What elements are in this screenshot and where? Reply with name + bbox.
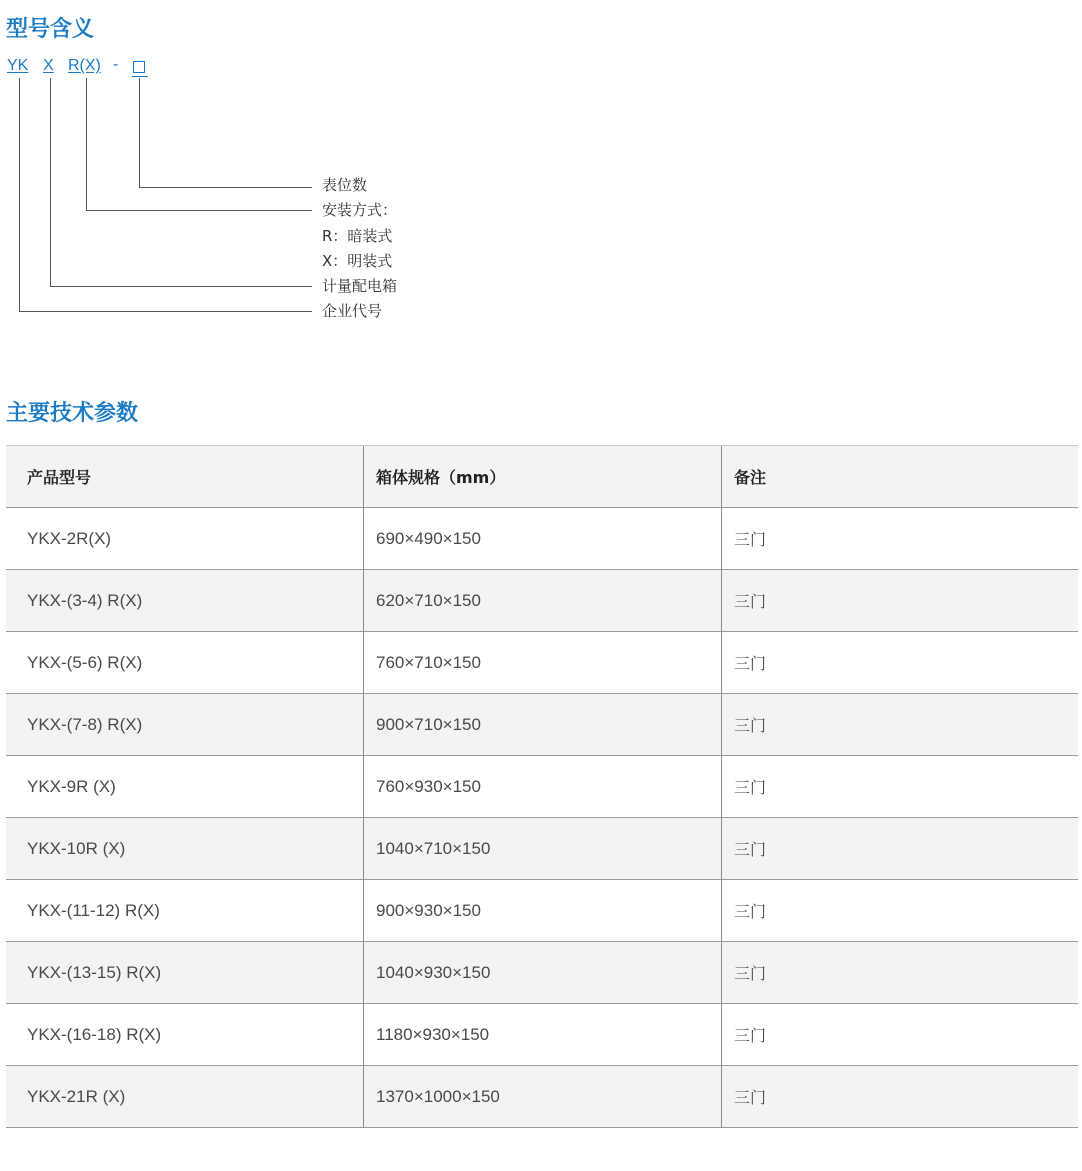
cell-size: 690×490×150 [363,508,721,569]
leader-line-company [20,78,313,312]
table-row [6,570,1078,632]
cell-model: YKX-(13-15) R(X) [27,962,162,982]
cell-remark: 三门 [721,756,1078,817]
header-model: 产品型号 [27,468,92,487]
leader-line-install [87,78,313,211]
cell-model: YKX-10R (X) [27,838,126,858]
table-row [6,756,1078,818]
cell-remark: 三门 [721,694,1078,755]
cell-model: YKX-(16-18) R(X) [27,1024,162,1044]
legend-concealed: R：暗装式 [322,227,393,245]
table-row [6,694,1078,756]
cell-model: YKX-(11-12) R(X) [27,900,160,920]
table-row [6,880,1078,942]
cell-size: 620×710×150 [363,570,721,631]
cell-remark: 三门 [721,880,1078,941]
cell-remark: 三门 [721,942,1078,1003]
cell-remark: 三门 [721,1066,1078,1127]
tech-params-title: 主要技术参数 [6,401,139,426]
cell-size: 900×930×150 [363,880,721,941]
cell-model: YKX-(3-4) R(X) [27,590,143,610]
cell-size: 1040×710×150 [363,818,721,879]
cell-size: 1180×930×150 [363,1004,721,1065]
cell-size: 1040×930×150 [363,942,721,1003]
legend-company-code: 企业代号 [322,302,383,320]
cell-model: YKX-21R (X) [27,1086,126,1106]
legend-surface: X：明装式 [322,252,393,270]
cell-remark: 三门 [721,1004,1078,1065]
code-company: YK [7,57,29,74]
cell-remark: 三门 [721,632,1078,693]
params-table [6,445,1078,1128]
header-remark: 备注 [721,446,1078,507]
cell-model: YKX-2R(X) [27,528,112,548]
legend-install-method: 安装方式： [322,201,398,219]
table-row [6,1066,1078,1128]
cell-model: YKX-9R (X) [27,776,116,796]
model-meaning-title: 型号含义 [6,17,95,42]
table-row [6,818,1078,880]
legend-meter-count: 表位数 [322,176,368,194]
table-row [6,1004,1078,1066]
code-install: R(X) [68,57,101,74]
cell-model: YKX-(5-6) R(X) [27,652,143,672]
cell-remark: 三门 [721,508,1078,569]
cell-remark: 三门 [721,818,1078,879]
header-size: 箱体规格（mm） [363,446,721,507]
code-type: X [43,57,54,74]
code-dash: - [113,56,119,73]
leader-line-meter-count [140,78,313,188]
table-row [6,942,1078,1004]
cell-size: 760×710×150 [363,632,721,693]
cell-size: 1370×1000×150 [363,1066,721,1127]
table-row [6,632,1078,694]
cell-size: 900×710×150 [363,694,721,755]
table-header-row [6,446,1078,508]
table-row [6,508,1078,570]
cell-remark: 三门 [721,570,1078,631]
cell-size: 760×930×150 [363,756,721,817]
cell-model: YKX-(7-8) R(X) [27,714,143,734]
legend-meter-box: 计量配电箱 [322,277,398,295]
leader-line-type [51,78,313,287]
